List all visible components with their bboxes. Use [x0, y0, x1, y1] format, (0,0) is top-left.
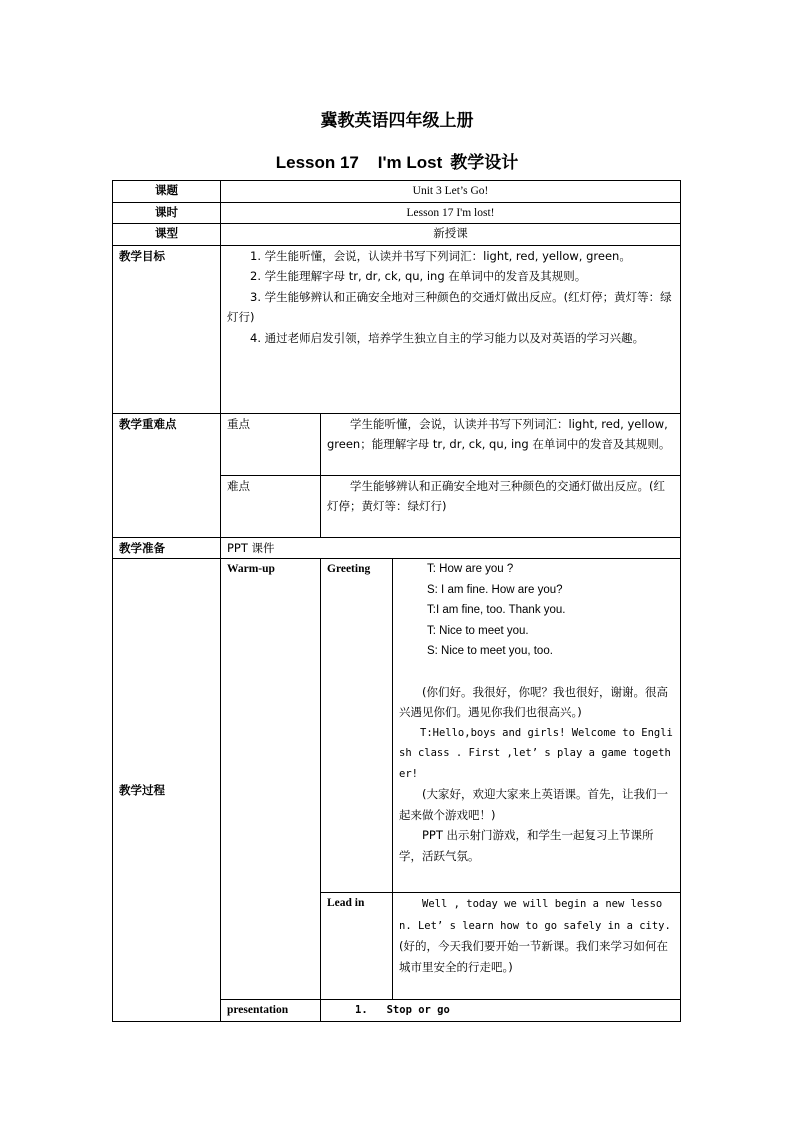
keypoints-label: 教学重难点 — [113, 413, 221, 537]
document-title: 冀教英语四年级上册 — [320, 111, 474, 131]
dialogue-line: T:I am fine, too. Thank you. — [427, 604, 566, 616]
objectives-label: 教学目标 — [113, 245, 221, 413]
ppt-activity: PPT 出示射门游戏，和学生一起复习上节课所学，活跃气氛。 — [399, 828, 654, 863]
difficult-text-cell — [321, 475, 681, 537]
key-text-cell — [321, 413, 681, 475]
process-label: 教学过程 — [113, 559, 221, 1022]
greeting-cell — [393, 559, 681, 893]
row-type — [113, 224, 681, 246]
presentation-item: 1. Stop or go — [355, 1004, 450, 1016]
dialogue-line: S: Nice to meet you, too. — [427, 645, 553, 657]
leadin-translation: (好的，今天我们要开始一节新课。我们来学习如何在城市里安全的行走吧。) — [399, 939, 668, 974]
document-subtitle — [0, 148, 794, 173]
leadin-text — [399, 893, 674, 977]
lesson-plan-table — [112, 180, 681, 1022]
dialogue-line: T: How are you ? — [427, 563, 514, 575]
subtitle-lesson: Lesson 17 I'm Lost — [275, 153, 443, 172]
dialogue-line: T: Nice to meet you. — [427, 624, 529, 637]
type-value: 新授课 — [221, 224, 681, 246]
leadin-label: Lead in — [321, 893, 393, 1000]
warmup-label: Warm-up — [221, 559, 321, 1000]
row-topic — [113, 181, 681, 203]
dialogue-line: S: I am fine. How are you? — [427, 583, 563, 596]
welcome-translation: (大家好，欢迎大家来上英语课。首先，让我们一起来做个游戏吧！) — [399, 787, 668, 822]
presentation-cell — [321, 1000, 681, 1022]
type-label: 课型 — [113, 224, 221, 246]
objective-item: 3. 学生能够辨认和正确安全地对三种颜色的交通灯做出反应。(红灯停；黄灯等：绿灯行) — [227, 289, 672, 324]
row-prep — [113, 537, 681, 559]
presentation-label: presentation — [221, 1000, 321, 1022]
greeting-label: Greeting — [321, 559, 393, 893]
key-text: 学生能听懂，会说，认读并书写下列词汇：light, red, yellow, green；能理解字母 tr, dr, ck, qu, ing 在单词中的发音及其规则。 — [327, 416, 671, 451]
prep-label: 教学准备 — [113, 537, 221, 559]
difficult-label: 难点 — [221, 475, 321, 537]
period-label: 课时 — [113, 202, 221, 224]
greeting-translation: (你们好。我很好，你呢？我也很好，谢谢。很高兴遇见你们。遇见你我们也很高兴。) — [399, 684, 668, 719]
objective-item: 4. 通过老师启发引领，培养学生独立自主的学习能力以及对英语的学习兴趣。 — [250, 330, 645, 345]
leadin-english: Well , today we will begin a new lesson. Let’ s learn how to go safely in a city. — [399, 898, 671, 932]
period-value: Lesson 17 I'm lost! — [221, 202, 681, 224]
leadin-cell — [393, 893, 681, 1000]
row-period — [113, 202, 681, 224]
topic-value: Unit 3 Let’s Go! — [221, 181, 681, 203]
subtitle-cn: 教学设计 — [450, 153, 519, 173]
topic-label: 课题 — [113, 181, 221, 203]
objective-item: 2. 学生能理解字母 tr, dr, ck, qu, ing 在单词中的发音及其规则。 — [250, 269, 587, 283]
objectives-cell — [221, 245, 681, 413]
objective-item: 1. 学生能听懂，会说，认读并书写下列词汇：light, red, yellow, green。 — [250, 248, 631, 263]
row-warmup — [113, 559, 681, 893]
key-label: 重点 — [221, 413, 321, 475]
row-key-point — [113, 413, 681, 475]
difficult-text: 学生能够辨认和正确安全地对三种颜色的交通灯做出反应。(红灯停；黄灯等：绿灯行) — [327, 478, 665, 513]
prep-value: PPT 课件 — [221, 537, 681, 559]
row-objectives — [113, 245, 681, 413]
spacer — [399, 662, 674, 682]
teacher-welcome: T:Hello,boys and girls! Welcome to English class . First ,let’ s play a game together! — [399, 726, 673, 780]
